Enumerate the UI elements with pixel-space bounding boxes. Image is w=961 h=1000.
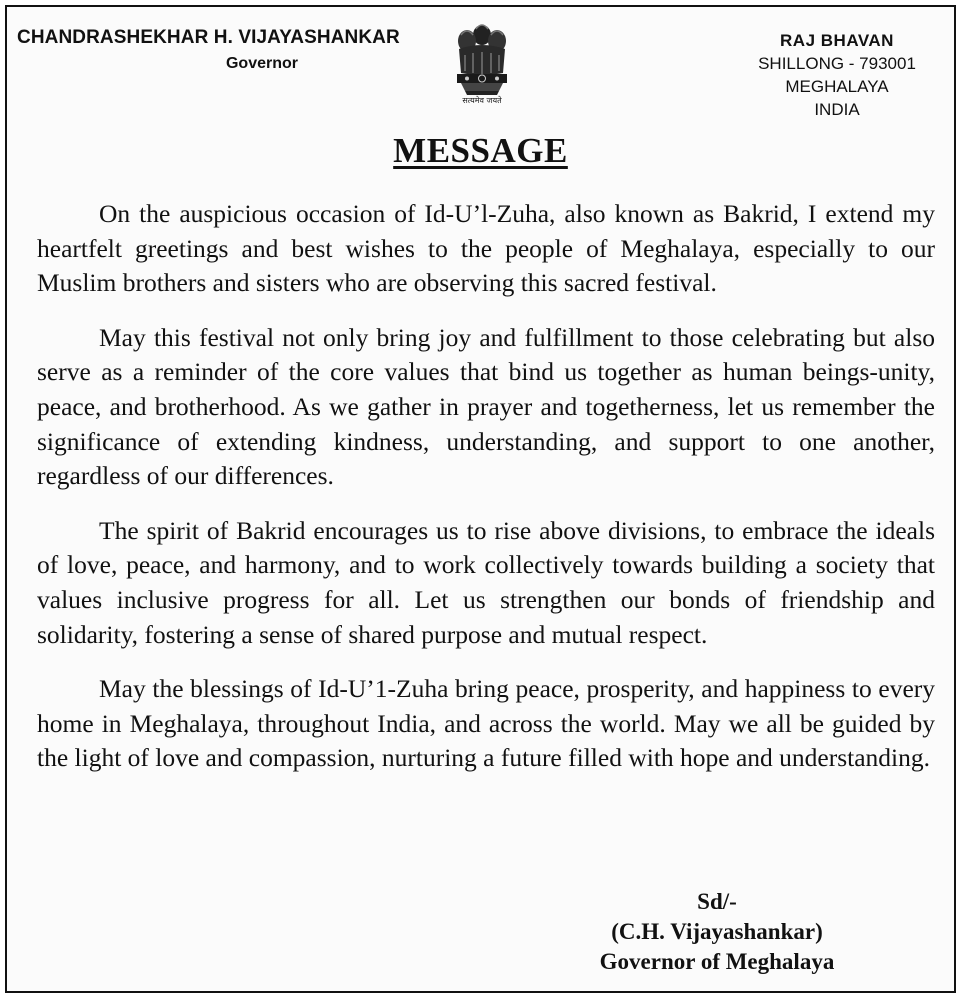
document-frame (5, 5, 956, 993)
message-body (37, 197, 935, 796)
emblem-motto: सत्यमेव जयते (462, 96, 502, 105)
sender-name: CHANDRASHEKHAR H. VIJAYASHANKAR (17, 27, 400, 48)
paragraph: May this festival not only bring joy and fulfillment to those celebrating but also serve as a reminder of the core values that bind us together as human beings-unity, peace, and brotherhood. As we gather in prayer and togetherness, let us remember the significance of extending kindness, understanding, and support to one another, regardless of our differences. (37, 322, 935, 491)
signature-sd: Sd/- (697, 889, 737, 914)
paragraph: May the blessings of Id-U’1-Zuha bring peace, prosperity, and happiness to every home in Meghalaya, throughout India, and across the world. May we all be guided by the light of love and compassion, nurturing a future filled with hope and understanding. (37, 674, 935, 773)
address-line-3: MEGHALAYA (785, 77, 889, 96)
address-line-2: SHILLONG - 793001 (758, 54, 916, 73)
sender-block (17, 27, 437, 73)
address-block (727, 29, 947, 121)
address-line-1: RAJ BHAVAN (780, 31, 894, 50)
signature-name: (C.H. Vijayashankar) (611, 919, 823, 944)
page-title: MESSAGE (393, 131, 568, 170)
national-emblem-icon (447, 21, 517, 117)
signature-block (567, 887, 867, 977)
paragraph: On the auspicious occasion of Id-U’l-Zuha, also known as Bakrid, I extend my heartfelt greetings and best wishes to the people of Meghalaya, especially to our Muslim brothers and sisters who are observing this sacred festival. (37, 199, 935, 298)
paragraph: The spirit of Bakrid encourages us to rise above divisions, to embrace the ideals of love, peace, and harmony, and to work collectively towards building a society that values inclusive progress for all. Let us strengthen our bonds of friendship and solidarity, fostering a sense of shared purpose and mutual respect. (37, 515, 935, 649)
address-line-4: INDIA (814, 100, 860, 119)
sender-role: Governor (225, 55, 298, 72)
signature-designation: Governor of Meghalaya (599, 949, 835, 974)
